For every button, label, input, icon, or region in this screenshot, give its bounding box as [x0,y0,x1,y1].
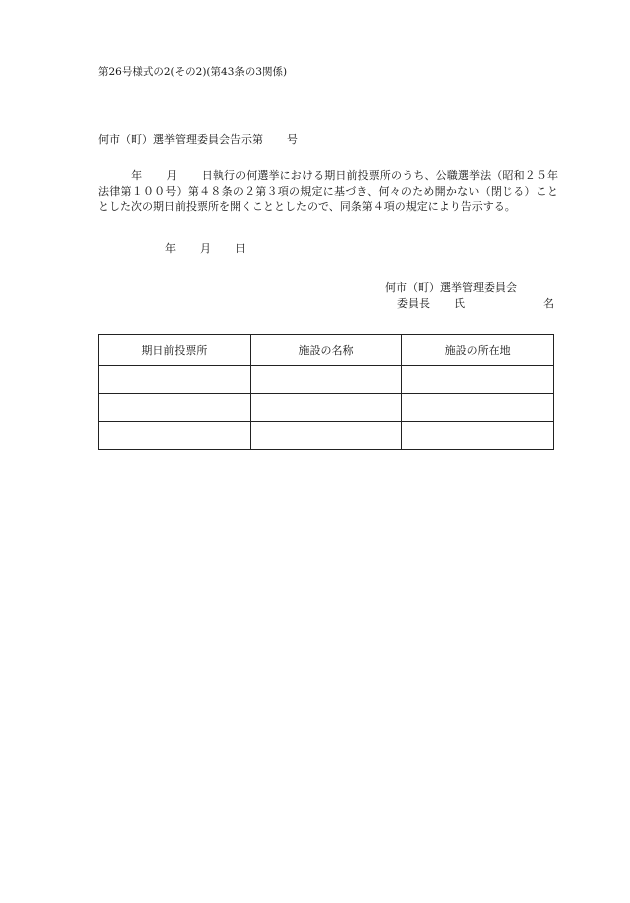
notice-number-suffix: 号 [287,133,298,146]
table-cell [99,394,251,422]
chair-surname-mark: 氏 [454,297,465,310]
early-voting-places-table [98,334,554,450]
issuer-committee: 何市（町）選挙管理委員会 [385,281,517,294]
table-cell [402,366,554,394]
table-cell [402,394,554,422]
form-identifier: 第26号様式の2(その2)(第43条の3関係) [98,66,288,78]
table-row [99,394,554,422]
notice-body [98,168,558,215]
table-row [99,422,554,450]
chair-name-mark: 名 [543,297,554,310]
column-header-facility-address: 施設の所在地 [402,335,554,366]
table-cell [99,366,251,394]
notice-heading [98,131,298,147]
notice-title: 何市（町）選挙管理委員会告示第 [98,133,263,146]
body-text: 日執行の何選挙における期日前投票所のうち、公職選挙法（昭和２５年法律第１００号）第４８条の２第３項の規定に基づき、何々のため開かない（閉じる）こととした次の期日前投票所を開くこととしたので、同条第４項の規定により告示する。 [98,169,559,213]
table-cell [250,366,402,394]
table-cell [402,422,554,450]
table-cell [250,394,402,422]
date-year: 年 [165,242,176,255]
table-header-row [99,335,554,366]
column-header-early-voting-place: 期日前投票所 [99,335,251,366]
date-month: 月 [200,242,211,255]
body-year: 年 [131,169,143,182]
column-header-facility-name: 施設の名称 [250,335,402,366]
date-day: 日 [235,242,246,255]
notice-date [165,240,246,256]
chair-title: 委員長 [397,297,430,310]
table-cell [99,422,251,450]
table-row [99,366,554,394]
body-month: 月 [166,169,178,182]
issuer-chair [397,295,465,311]
table-cell [250,422,402,450]
